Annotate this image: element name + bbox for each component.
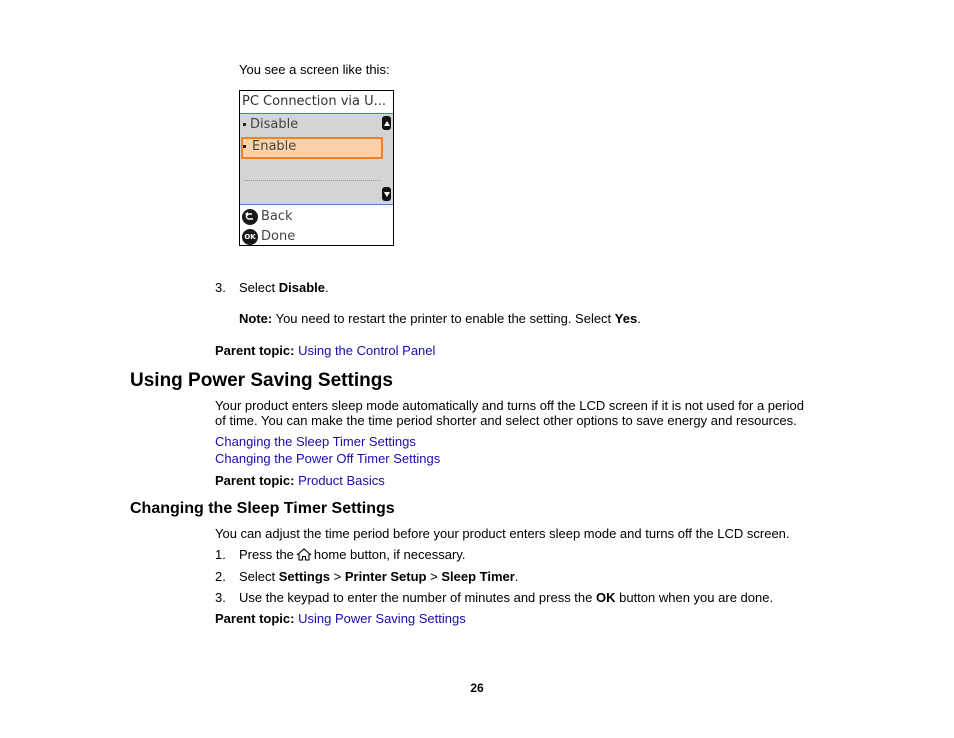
page-number: 26 — [470, 681, 484, 695]
link-sleep-timer[interactable]: Changing the Sleep Timer Settings — [215, 434, 416, 449]
subsection-heading: Changing the Sleep Timer Settings — [130, 500, 395, 517]
step-text: Select — [239, 280, 279, 295]
home-icon — [296, 548, 312, 564]
note-text: You need to restart the printer to enable the setting. Select — [272, 311, 615, 326]
step-number: 3. — [215, 280, 226, 295]
lcd-divider — [244, 180, 380, 181]
ok-icon: OK — [242, 229, 258, 245]
parent-topic-link[interactable]: Using Power Saving Settings — [298, 611, 466, 626]
note-suffix: . — [637, 311, 641, 326]
step-number: 2. — [215, 569, 226, 584]
note — [239, 311, 641, 326]
parent-topic — [215, 473, 385, 488]
parent-topic — [215, 343, 435, 358]
step-number: 3. — [215, 590, 226, 605]
step-text: Press the — [239, 547, 294, 562]
step-suffix: . — [325, 280, 329, 295]
step-bold: Printer Setup — [344, 569, 427, 584]
lcd-option-enable — [241, 137, 383, 159]
step-bold: Disable — [278, 280, 325, 295]
section-paragraph: Your product enters sleep mode automatically and turns off the LCD screen if it is not used for a period of time. You can make the time period shorter and select other options to save energy and resources. — [215, 398, 804, 428]
scroll-up-icon — [382, 116, 391, 130]
parent-topic-label: Parent topic: — [215, 611, 295, 626]
lcd-back-label: Back — [261, 209, 293, 224]
lcd-back — [242, 208, 293, 226]
scroll-down-icon — [382, 187, 391, 201]
parent-topic-link[interactable]: Using the Control Panel — [298, 343, 436, 358]
step-1-text — [239, 547, 465, 564]
step-suffix: . — [514, 569, 519, 584]
parent-topic-link[interactable]: Product Basics — [298, 473, 385, 488]
note-label: Note: — [239, 311, 273, 326]
step-2-text — [239, 569, 518, 584]
lcd-title: PC Connection via U... — [240, 91, 393, 114]
subsection-paragraph: You can adjust the time period before your product enters sleep mode and turns off the LCD screen. — [215, 526, 790, 541]
step-bold: OK — [596, 590, 616, 605]
section-heading: Using Power Saving Settings — [130, 370, 393, 391]
step-suffix: home button, if necessary. — [313, 547, 466, 562]
step-number: 1. — [215, 547, 226, 562]
intro-text: You see a screen like this: — [239, 62, 390, 77]
lcd-screenshot — [239, 90, 394, 246]
parent-topic-label: Parent topic: — [215, 473, 295, 488]
lcd-option-label: Disable — [250, 117, 299, 132]
parent-topic-label: Parent topic: — [215, 343, 295, 358]
lcd-option-disable — [241, 115, 381, 135]
lcd-option-list — [240, 114, 393, 205]
step-suffix: button when you are done. — [615, 590, 774, 605]
note-bold: Yes — [614, 311, 638, 326]
step-separator: > — [330, 569, 345, 584]
lcd-done-label: Done — [261, 229, 296, 244]
step-3-text — [239, 280, 329, 295]
link-power-off-timer[interactable]: Changing the Power Off Timer Settings — [215, 451, 441, 466]
bullet-icon — [243, 145, 246, 148]
step-bold: Sleep Timer — [441, 569, 515, 584]
bullet-icon — [243, 123, 246, 126]
step-separator: > — [426, 569, 442, 584]
step-3-text — [239, 590, 773, 605]
lcd-option-label: Enable — [252, 139, 297, 154]
parent-topic — [215, 611, 466, 626]
back-icon — [242, 209, 258, 225]
lcd-done — [242, 228, 295, 246]
step-text: Use the keypad to enter the number of minutes and press the — [239, 590, 596, 605]
step-text: Select — [239, 569, 279, 584]
step-bold: Settings — [278, 569, 331, 584]
